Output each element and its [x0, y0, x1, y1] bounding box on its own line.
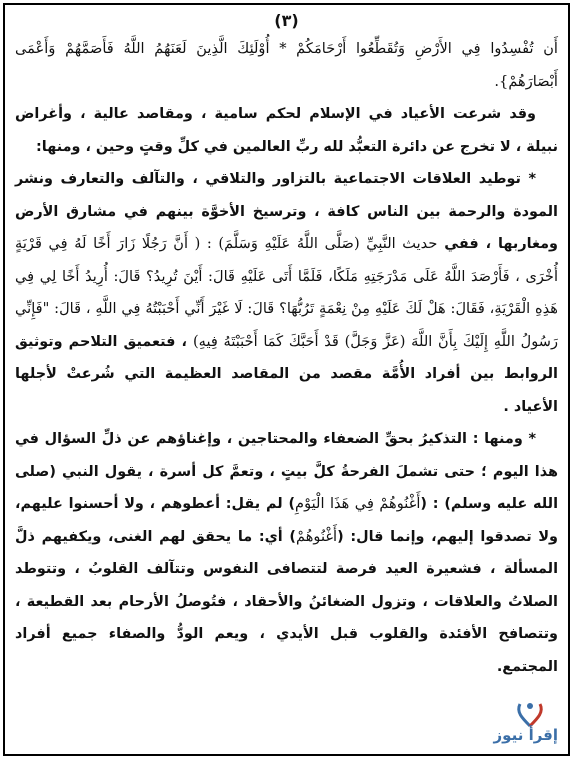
- hadith-enrich-them: أَغْنُوهُمْ: [296, 527, 338, 545]
- charity-paragraph: [15, 423, 558, 683]
- charity-text-2: ) لم يقل: أعطوهم ، ولا أحسنوا عليهم، ولا تصدقوا إليهم، وإنما قال: (: [15, 496, 558, 545]
- social-ties-text: * توطيد العلاقات الاجتماعية بالتزاور والتلاقي ، والتآلف والتعارف ونشر المودة والرحمة بين الناس كافة ، وترسيخ الأخوَّة بينهم في مشارق الأرض ومغاربها ، ففي: [15, 171, 558, 252]
- page-number: (٣): [274, 11, 299, 30]
- watermark: [458, 698, 558, 746]
- quran-verse: أَن تُفْسِدُوا فِي الأَرْضِ وَتُقَطِّعُوا أَرْحَامَكُمْ * أُوْلَئِكَ الَّذِينَ لَعَنَهُمُ اللَّهُ فَأَصَمَّهُمْ وَأَعْمَى أَبْصَارَهُمْ}.: [15, 40, 558, 90]
- intro-keyword: ومنها:: [36, 138, 81, 155]
- intro-paragraph: [15, 98, 558, 163]
- logo-mark-icon: [510, 698, 550, 728]
- watermark-text: إقرأ نيوز: [493, 726, 558, 744]
- social-ties-paragraph: [15, 163, 558, 423]
- charity-text-3: ) أي: ما يحقق لهم الغنى، ويكفيهم ذلَّ المسألة ، فشعيرة العيد فرصة لتتصافى النفوس وتتآلف القلوبُ ، وتتوطد الصلاتُ والعلاقات ، وتزول الضغائنُ والأحقاد ، فتُوصلُ الأرحام بعد القطيعة ، وتتصافح الأفئدة والقلوب قبل الأيدي ، ويعم الودُّ والصفاء جميع أفراد المجتمع.: [15, 528, 558, 675]
- charity-text-1: التذكيرُ بحقِّ الضعفاء والمحتاجين ، وإغناؤهم عن ذلِّ السؤال في هذا اليوم ؛ حتى تشملَ الفرحةُ كلَّ بيتٍ ، وتعمَّ كل أسرة ، يقول النبي (صلى الله عليه وسلم) : (: [15, 431, 558, 512]
- quran-verse-paragraph: [15, 33, 558, 98]
- intro-text: وقد شرعت الأعياد في الإسلام لحكم سامية ، ومقاصد عالية ، وأغراض نبيلة ، لا تخرج عن دائرة التعبُّد لله ربِّ العالمين في كلِّ وقتٍ وحين ،: [15, 106, 558, 155]
- charity-keyword: * ومنها :: [472, 431, 536, 447]
- page-frame: [3, 3, 570, 756]
- hadith-enrich-them-today: أَغْنُوهُمْ فِي هَذَا الْيَوْمِ: [295, 495, 421, 512]
- social-ties-conclusion: ، فتعميق التلاحم وتوثيق الروابط بين أفراد الأُمَّة مقصد من المقاصد العظيمة التي شُرعتْ لأجلها الأعياد .: [15, 333, 558, 415]
- hadith-visiting-brother: حديث النَّبِيِّ (صَلَّى اللَّهُ عَلَيْهِ وَسَلَّمَ) : ( أَنَّ رَجُلًا زَارَ أَخًا لَهُ فِي قَرْيَةٍ أُخْرَى ، فَأَرْصَدَ اللَّهُ عَلَى مَدْرَجَتِهِ مَلَكًا، فَلَمَّا أَتَى عَلَيْهِ قَالَ: أَيْنَ تُرِيدُ؟ قَالَ: أُرِيدُ أَخًا لِي فِي هَذِهِ الْقَرْيَةِ، فَقَالَ: هَلْ لَكَ عَلَيْهِ مِنْ نِعْمَةٍ تَرُبُّهَا؟ قَالَ: لَا غَيْرَ أَنِّي أَحْبَبْتُهُ فِي اللَّهِ ، قَالَ: "فَإِنِّي رَسُولُ اللَّهِ إِلَيْكَ بِأَنَّ اللَّهَ (عَزَّ وَجَلَّ) قَدْ أَحَبَّكَ كَمَا أَحْبَبْتَهُ فِيهِ): [15, 235, 559, 350]
